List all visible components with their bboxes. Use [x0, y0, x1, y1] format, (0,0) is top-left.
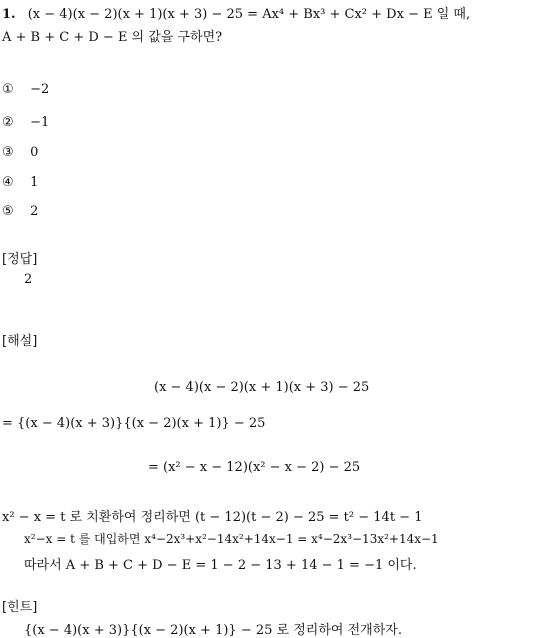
- answer-label: [정답]: [2, 252, 38, 267]
- option-value: −1: [30, 115, 50, 130]
- question-number: 1.: [2, 7, 16, 22]
- hint-text: {(x − 4)(x + 3)}{(x − 2)(x + 1)} − 25 로 정리하여 전개하자.: [24, 623, 402, 638]
- solution-step-1: x² − x = t 로 치환하여 정리하면 (t − 12)(t − 2) − 25 = t² − 14t − 1: [2, 510, 423, 525]
- hint-label: [힌트]: [2, 600, 38, 615]
- option-mark: ⑤: [2, 204, 14, 219]
- option-1[interactable]: [2, 82, 49, 97]
- option-mark: ②: [2, 115, 14, 130]
- option-value: 1: [30, 175, 39, 190]
- option-4[interactable]: [2, 175, 38, 190]
- option-3[interactable]: [2, 145, 38, 160]
- option-mark: ④: [2, 175, 14, 190]
- solution-equation-1: (x − 4)(x − 2)(x + 1)(x + 3) − 25: [154, 380, 370, 395]
- option-5[interactable]: [2, 204, 38, 219]
- option-value: −2: [30, 82, 50, 97]
- question-line-2: A + B + C + D − E 의 값을 구하면?: [2, 30, 223, 45]
- option-2[interactable]: [2, 115, 49, 130]
- solution-label: [해설]: [2, 334, 38, 349]
- solution-step-2: x²−x = t 를 대입하면 x⁴−2x³+x²−14x²+14x−1 = x⁴−2x³−13x²+14x−1: [24, 532, 439, 546]
- question-equation: (x − 4)(x − 2)(x + 1)(x + 3) − 25 = Ax⁴ + Bx³ + Cx² + Dx − E 일 때,: [27, 7, 471, 22]
- option-value: 2: [30, 204, 39, 219]
- solution-equation-2: = {(x − 4)(x + 3)}{(x − 2)(x + 1)} − 25: [2, 416, 266, 431]
- question-line-1: [2, 3, 470, 22]
- option-mark: ①: [2, 82, 14, 97]
- answer-value: 2: [24, 272, 33, 287]
- option-value: 0: [30, 145, 39, 160]
- solution-step-3: 따라서 A + B + C + D − E = 1 − 2 − 13 + 14 − 1 = −1 이다.: [24, 558, 417, 573]
- option-mark: ③: [2, 145, 14, 160]
- solution-equation-3: = (x² − x − 12)(x² − x − 2) − 25: [148, 460, 361, 475]
